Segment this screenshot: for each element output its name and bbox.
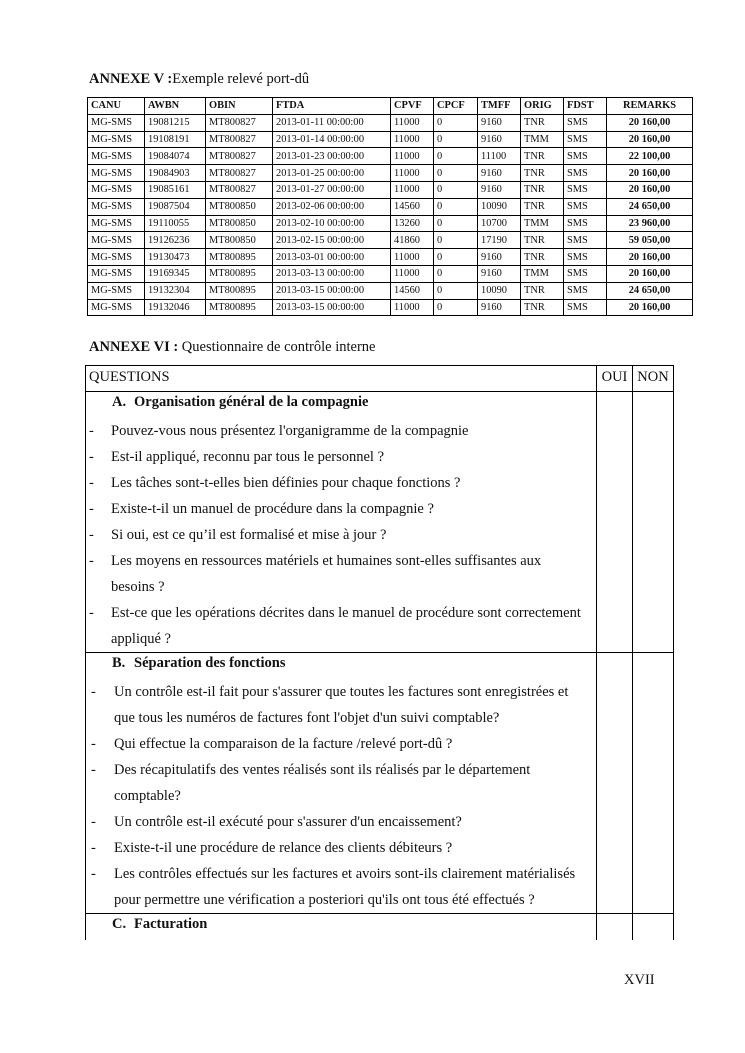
question-item	[86, 600, 596, 652]
cell-ftda: 2013-01-14 00:00:00	[273, 131, 391, 148]
cell-cpcf: 0	[434, 299, 478, 316]
cell-fdst: SMS	[564, 215, 607, 232]
cell-remarks: 20 160,00	[607, 249, 693, 266]
question-item	[86, 731, 596, 757]
cell-cpcf: 0	[434, 181, 478, 198]
column-header-canu: CANU	[88, 98, 145, 115]
section-title	[86, 653, 596, 679]
column-header-ftda: FTDA	[273, 98, 391, 115]
cell-obin: MT800850	[206, 198, 273, 215]
cell-awbn: 19169345	[145, 265, 206, 282]
section-questions	[86, 392, 596, 652]
section-c	[85, 914, 674, 940]
cell-cpcf: 0	[434, 165, 478, 182]
cell-tmff: 9160	[478, 299, 521, 316]
cell-fdst: SMS	[564, 265, 607, 282]
table-row	[88, 165, 693, 182]
cell-remarks: 20 160,00	[607, 131, 693, 148]
cell-cpvf: 41860	[391, 232, 434, 249]
cell-awbn: 19110055	[145, 215, 206, 232]
question-text: Les tâches sont-t-elles bien définies pour chaque fonctions ?	[111, 475, 461, 491]
cell-cpvf: 11000	[391, 148, 434, 165]
cell-awbn: 19087504	[145, 198, 206, 215]
cell-cpvf: 11000	[391, 299, 434, 316]
question-item	[86, 861, 596, 913]
section-questions	[86, 653, 596, 913]
cell-tmff: 9160	[478, 181, 521, 198]
non-answer-cell	[632, 653, 673, 913]
cell-tmff: 9160	[478, 265, 521, 282]
question-text: Les moyens en ressources matériels et humaines sont-elles suffisantes aux besoins ?	[111, 553, 542, 595]
cell-fdst: SMS	[564, 165, 607, 182]
cell-orig: TNR	[521, 232, 564, 249]
bullet-dash: -	[89, 475, 94, 491]
non-column-header: NON	[632, 366, 673, 391]
cell-cpvf: 11000	[391, 265, 434, 282]
cell-cpcf: 0	[434, 232, 478, 249]
cell-orig: TMM	[521, 131, 564, 148]
cell-ftda: 2013-03-15 00:00:00	[273, 299, 391, 316]
section-letter: C.	[112, 916, 127, 932]
question-item	[86, 548, 596, 600]
cell-cpcf: 0	[434, 131, 478, 148]
questionnaire-header	[85, 365, 674, 392]
table-row	[88, 198, 693, 215]
cell-ftda: 2013-03-13 00:00:00	[273, 265, 391, 282]
cell-fdst: SMS	[564, 282, 607, 299]
table-row	[88, 232, 693, 249]
question-text: Pouvez-vous nous présentez l'organigramme de la compagnie	[111, 423, 469, 439]
cell-remarks: 24 650,00	[607, 282, 693, 299]
cell-fdst: SMS	[564, 249, 607, 266]
bullet-dash: -	[89, 423, 94, 439]
non-answer-cell	[632, 914, 673, 940]
section-questions	[86, 914, 596, 940]
cell-cpvf: 11000	[391, 165, 434, 182]
column-header-tmff: TMFF	[478, 98, 521, 115]
bullet-dash: -	[91, 736, 96, 752]
cell-orig: TNR	[521, 282, 564, 299]
column-header-orig: ORIG	[521, 98, 564, 115]
table-row	[88, 299, 693, 316]
cell-fdst: SMS	[564, 114, 607, 131]
question-item	[86, 418, 596, 444]
cell-obin: MT800850	[206, 215, 273, 232]
cell-obin: MT800895	[206, 265, 273, 282]
table-row	[88, 249, 693, 266]
cell-obin: MT800827	[206, 165, 273, 182]
section-letter: B.	[112, 655, 126, 671]
cell-fdst: SMS	[564, 299, 607, 316]
question-item	[86, 496, 596, 522]
page-number: XVII	[624, 972, 655, 988]
cell-orig: TMM	[521, 215, 564, 232]
table-row	[88, 282, 693, 299]
question-item	[86, 470, 596, 496]
annex-vi-title	[89, 339, 375, 356]
table-row	[88, 181, 693, 198]
cell-remarks: 59 050,00	[607, 232, 693, 249]
cell-fdst: SMS	[564, 181, 607, 198]
annex-vi-label: ANNEXE VI :	[89, 339, 179, 355]
table-row	[88, 148, 693, 165]
question-item	[86, 522, 596, 548]
cell-cpvf: 11000	[391, 131, 434, 148]
question-item	[86, 444, 596, 470]
cell-canu: MG-SMS	[88, 114, 145, 131]
cell-tmff: 10090	[478, 198, 521, 215]
cell-canu: MG-SMS	[88, 215, 145, 232]
cell-tmff: 9160	[478, 165, 521, 182]
cell-canu: MG-SMS	[88, 165, 145, 182]
cell-ftda: 2013-02-10 00:00:00	[273, 215, 391, 232]
question-text: Si oui, est ce qu’il est formalisé et mise à jour ?	[111, 527, 387, 543]
port-du-table	[87, 97, 693, 316]
table-body	[88, 114, 693, 316]
cell-tmff: 17190	[478, 232, 521, 249]
cell-tmff: 10700	[478, 215, 521, 232]
cell-remarks: 23 960,00	[607, 215, 693, 232]
cell-orig: TNR	[521, 299, 564, 316]
bullet-dash: -	[91, 762, 96, 778]
bullet-dash: -	[91, 684, 96, 700]
cell-canu: MG-SMS	[88, 148, 145, 165]
cell-canu: MG-SMS	[88, 181, 145, 198]
column-header-remarks: REMARKS	[607, 98, 693, 115]
cell-canu: MG-SMS	[88, 131, 145, 148]
cell-awbn: 19108191	[145, 131, 206, 148]
cell-ftda: 2013-03-15 00:00:00	[273, 282, 391, 299]
column-header-cpcf: CPCF	[434, 98, 478, 115]
cell-cpcf: 0	[434, 148, 478, 165]
cell-canu: MG-SMS	[88, 198, 145, 215]
bullet-dash: -	[89, 605, 94, 621]
cell-awbn: 19085161	[145, 181, 206, 198]
cell-fdst: SMS	[564, 131, 607, 148]
cell-awbn: 19130473	[145, 249, 206, 266]
question-item	[86, 835, 596, 861]
section-a	[85, 392, 674, 653]
annex-vi-subtitle: Questionnaire de contrôle interne	[181, 339, 376, 355]
cell-cpvf: 13260	[391, 215, 434, 232]
bullet-dash: -	[91, 840, 96, 856]
cell-cpcf: 0	[434, 265, 478, 282]
cell-awbn: 19132304	[145, 282, 206, 299]
cell-orig: TNR	[521, 198, 564, 215]
cell-remarks: 22 100,00	[607, 148, 693, 165]
cell-remarks: 20 160,00	[607, 114, 693, 131]
cell-ftda: 2013-02-06 00:00:00	[273, 198, 391, 215]
bullet-dash: -	[89, 527, 94, 543]
cell-canu: MG-SMS	[88, 249, 145, 266]
cell-cpvf: 11000	[391, 181, 434, 198]
section-title-text: Facturation	[134, 916, 208, 932]
question-item	[86, 679, 596, 731]
column-header-awbn: AWBN	[145, 98, 206, 115]
cell-ftda: 2013-01-23 00:00:00	[273, 148, 391, 165]
cell-tmff: 9160	[478, 114, 521, 131]
cell-awbn: 19084903	[145, 165, 206, 182]
cell-orig: TNR	[521, 181, 564, 198]
cell-obin: MT800895	[206, 282, 273, 299]
annex-v-label: ANNEXE V :	[89, 71, 173, 87]
bullet-dash: -	[91, 866, 96, 882]
section-b	[85, 653, 674, 914]
cell-tmff: 9160	[478, 131, 521, 148]
cell-ftda: 2013-01-27 00:00:00	[273, 181, 391, 198]
cell-canu: MG-SMS	[88, 282, 145, 299]
cell-awbn: 19084074	[145, 148, 206, 165]
table-row	[88, 265, 693, 282]
cell-orig: TNR	[521, 249, 564, 266]
oui-answer-cell	[596, 653, 632, 913]
question-item	[86, 809, 596, 835]
annex-v-subtitle: Exemple relevé port-dû	[172, 71, 310, 87]
question-text: Existe-t-il un manuel de procédure dans la compagnie ?	[111, 501, 434, 517]
question-text: Est-il appliqué, reconnu par tous le personnel ?	[111, 449, 385, 465]
oui-answer-cell	[596, 392, 632, 652]
cell-awbn: 19126236	[145, 232, 206, 249]
cell-canu: MG-SMS	[88, 299, 145, 316]
cell-obin: MT800827	[206, 114, 273, 131]
non-answer-cell	[632, 392, 673, 652]
cell-cpcf: 0	[434, 249, 478, 266]
table-row	[88, 215, 693, 232]
cell-cpvf: 11000	[391, 114, 434, 131]
cell-fdst: SMS	[564, 148, 607, 165]
section-title-text: Organisation général de la compagnie	[134, 394, 369, 410]
cell-obin: MT800895	[206, 249, 273, 266]
section-title	[86, 392, 596, 418]
section-letter: A.	[112, 394, 127, 410]
cell-ftda: 2013-03-01 00:00:00	[273, 249, 391, 266]
cell-cpvf: 11000	[391, 249, 434, 266]
cell-tmff: 11100	[478, 148, 521, 165]
bullet-dash: -	[89, 449, 94, 465]
questions-column-header: QUESTIONS	[89, 369, 170, 385]
oui-column-header: OUI	[596, 366, 632, 391]
cell-ftda: 2013-02-15 00:00:00	[273, 232, 391, 249]
cell-cpvf: 14560	[391, 282, 434, 299]
cell-orig: TNR	[521, 165, 564, 182]
cell-remarks: 20 160,00	[607, 181, 693, 198]
bullet-dash: -	[91, 814, 96, 830]
table-header-row	[88, 98, 693, 115]
cell-cpcf: 0	[434, 114, 478, 131]
cell-orig: TNR	[521, 114, 564, 131]
cell-cpvf: 14560	[391, 198, 434, 215]
cell-remarks: 20 160,00	[607, 165, 693, 182]
cell-obin: MT800827	[206, 131, 273, 148]
cell-canu: MG-SMS	[88, 232, 145, 249]
bullet-dash: -	[89, 501, 94, 517]
cell-remarks: 20 160,00	[607, 299, 693, 316]
cell-ftda: 2013-01-11 00:00:00	[273, 114, 391, 131]
cell-orig: TMM	[521, 265, 564, 282]
cell-orig: TNR	[521, 148, 564, 165]
cell-fdst: SMS	[564, 232, 607, 249]
oui-answer-cell	[596, 914, 632, 940]
cell-cpcf: 0	[434, 198, 478, 215]
cell-tmff: 9160	[478, 249, 521, 266]
cell-awbn: 19081215	[145, 114, 206, 131]
questionnaire-table	[85, 365, 674, 940]
column-header-cpvf: CPVF	[391, 98, 434, 115]
question-item	[86, 757, 596, 809]
cell-ftda: 2013-01-25 00:00:00	[273, 165, 391, 182]
cell-fdst: SMS	[564, 198, 607, 215]
table-row	[88, 114, 693, 131]
section-title	[86, 914, 596, 940]
question-text: Qui effectue la comparaison de la facture /relevé port-dû ?	[114, 736, 453, 752]
section-title-text: Séparation des fonctions	[134, 655, 286, 671]
question-text: Existe-t-il une procédure de relance des clients débiteurs ?	[114, 840, 453, 856]
question-text: Un contrôle est-il fait pour s'assurer que toutes les factures sont enregistrées et que tous les numéros de factures font l'objet d'un suivi comptable?	[114, 684, 569, 726]
cell-obin: MT800827	[206, 181, 273, 198]
cell-awbn: 19132046	[145, 299, 206, 316]
cell-cpcf: 0	[434, 282, 478, 299]
question-text: Les contrôles effectués sur les factures et avoirs sont-ils clairement matérialisés pour permettre une vérification a posteriori qu'ils ont tous été effectués ?	[114, 866, 576, 908]
cell-canu: MG-SMS	[88, 265, 145, 282]
column-header-fdst: FDST	[564, 98, 607, 115]
bullet-dash: -	[89, 553, 94, 569]
cell-obin: MT800850	[206, 232, 273, 249]
question-text: Est-ce que les opérations décrites dans le manuel de procédure sont correctement appliqué ?	[111, 605, 581, 647]
question-text: Un contrôle est-il exécuté pour s'assurer d'un encaissement?	[114, 814, 462, 830]
cell-remarks: 24 650,00	[607, 198, 693, 215]
cell-obin: MT800895	[206, 299, 273, 316]
question-text: Des récapitulatifs des ventes réalisés sont ils réalisés par le département comptable?	[114, 762, 531, 804]
cell-obin: MT800827	[206, 148, 273, 165]
cell-remarks: 20 160,00	[607, 265, 693, 282]
column-header-obin: OBIN	[206, 98, 273, 115]
annex-v-title	[89, 71, 309, 88]
cell-cpcf: 0	[434, 215, 478, 232]
cell-tmff: 10090	[478, 282, 521, 299]
table-row	[88, 131, 693, 148]
